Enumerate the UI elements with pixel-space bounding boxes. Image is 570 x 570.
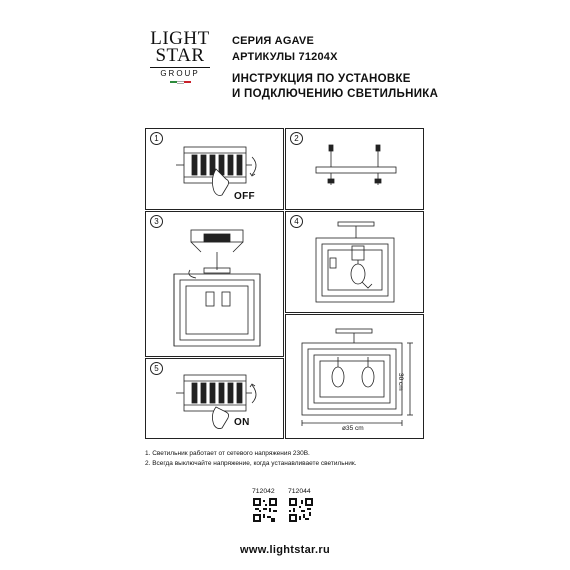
qr-code-712044 [289, 498, 313, 522]
assembled-lamp-panel [285, 314, 424, 439]
mounting-bracket-illustration [286, 129, 423, 209]
safety-notes [145, 449, 425, 469]
articles-code: АРТИКУЛЫ 71204X [232, 51, 338, 63]
step-1-panel [145, 128, 284, 210]
step-5-number: 5 [150, 362, 163, 375]
step-1-caption-off: OFF [234, 191, 255, 202]
bulb-installation-illustration [286, 212, 423, 312]
wire-connection-illustration [146, 212, 283, 356]
step-3-panel [145, 211, 284, 357]
step-2-number: 2 [290, 132, 303, 145]
dimension-diameter: ø35 cm [342, 425, 364, 432]
series-block [232, 33, 338, 65]
note-1: 1. Светильник работает от сетевого напряжения 230В. [145, 450, 310, 457]
circuit-breaker-on-illustration [146, 359, 283, 438]
website-link[interactable]: www.lightstar.ru [240, 544, 330, 556]
lightstar-logo [150, 30, 210, 84]
qr-code-712042 [253, 498, 277, 522]
step-2-panel [285, 128, 424, 210]
note-2: 2. Всегда выключайте напряжение, когда устанавливаете светильник. [145, 460, 357, 467]
title-line-2: И ПОДКЛЮЧЕНИЮ СВЕТИЛЬНИКА [232, 88, 439, 100]
article-label-2: 712044 [288, 488, 311, 495]
logo-line-2: STAR [155, 45, 205, 66]
article-label-1: 712042 [252, 488, 275, 495]
logo-line-1: LIGHT [150, 28, 210, 49]
dimension-height: 30 cm [397, 373, 404, 391]
logo-line-3: GROUP [150, 67, 210, 78]
step-4-number: 4 [290, 215, 303, 228]
circuit-breaker-off-illustration [146, 129, 283, 209]
series-name: СЕРИЯ AGAVE [232, 35, 314, 47]
step-1-number: 1 [150, 132, 163, 145]
title-line-1: ИНСТРУКЦИЯ ПО УСТАНОВКЕ [232, 73, 411, 85]
step-5-caption-on: ON [234, 417, 250, 428]
step-4-panel [285, 211, 424, 313]
page-title [232, 72, 438, 102]
step-5-panel [145, 358, 284, 439]
step-3-number: 3 [150, 215, 163, 228]
italian-flag-icon [150, 81, 210, 84]
